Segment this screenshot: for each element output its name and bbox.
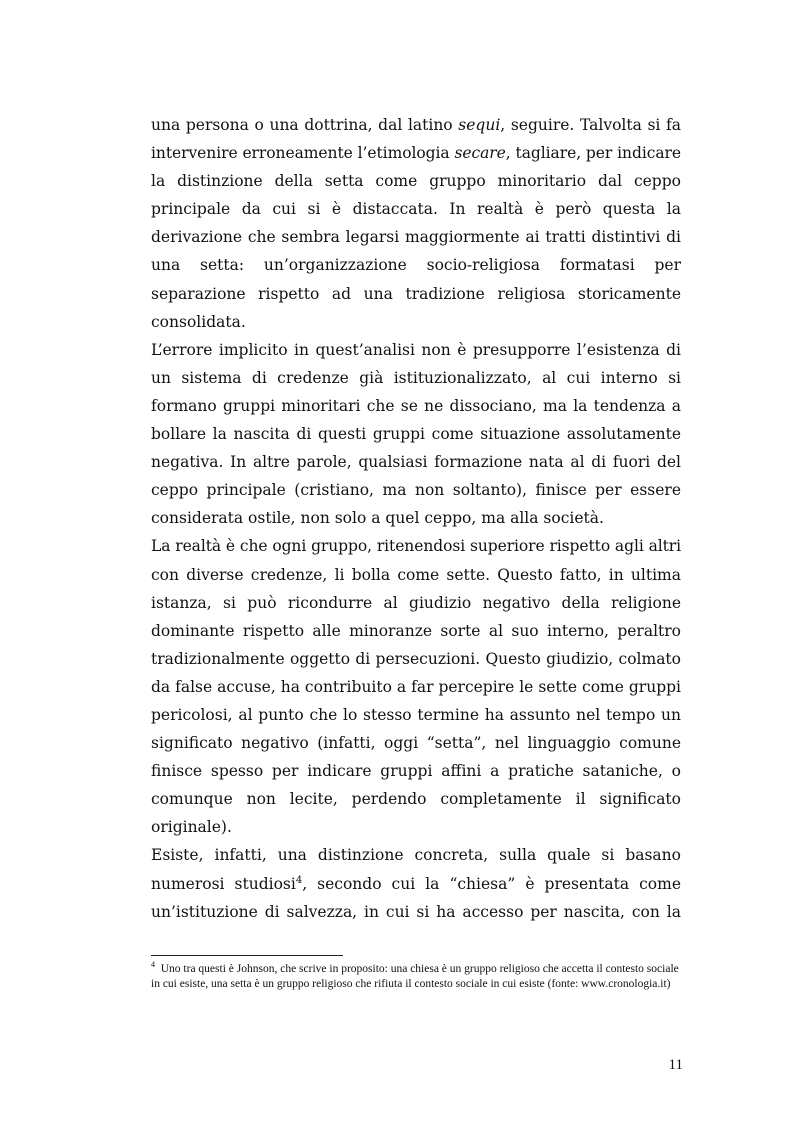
text-line: significato negativo (infatti, oggi “setta”, nel linguaggio comune [151, 734, 681, 753]
footnote-text: Uno tra questi è Johnson, che scrive in proposito: una chiesa è un gruppo religioso che accetta il contesto sociale in cui esiste, una setta è un gruppo religioso che rifiuta il contesto sociale in cui esiste (fonte: www.cronologia.it) [151, 963, 679, 990]
text-line: tradizionalmente oggetto di persecuzioni. Questo giudizio, colmato [151, 649, 681, 668]
footnote-marker: 4 [151, 960, 155, 970]
text-line: la distinzione della setta come gruppo minoritario dal ceppo [151, 172, 681, 191]
text-line: pericolosi, al punto che lo stesso termine ha assunto nel tempo un [151, 705, 681, 724]
paragraph [151, 841, 681, 925]
text-line: formano gruppi minoritari che se ne dissociano, ma la tendenza a [151, 396, 681, 415]
body-text [151, 111, 681, 926]
footnote-reference: 4 [295, 874, 303, 886]
text-line: da false accuse, ha contribuito a far percepire le sette come gruppi [151, 677, 681, 696]
text-line: con diverse credenze, li bolla come sette. Questo fatto, in ultima [151, 565, 681, 584]
text-line: derivazione che sembra legarsi maggiormente ai tratti distintivi di [151, 228, 681, 247]
text-line: L’errore implicito in quest’analisi non è presupporre l’esistenza di [151, 340, 681, 359]
page-number: 11 [668, 1057, 683, 1073]
text-line: un’istituzione di salvezza, in cui si ha accesso per nascita, con la [151, 902, 681, 921]
paragraph [151, 336, 681, 533]
text-line: principale da cui si è distaccata. In realtà è però questa la [151, 200, 681, 219]
text-line: finisce spesso per indicare gruppi affini a pratiche sataniche, o [151, 762, 681, 781]
paragraph [151, 532, 681, 841]
text-line: comunque non lecite, perdendo completamente il significato [151, 790, 681, 809]
text-line: una persona o una dottrina, dal latino sequi, seguire. Talvolta si fa [151, 116, 681, 134]
text-line: La realtà è che ogni gruppo, ritenendosi superiore rispetto agli altri [151, 537, 681, 556]
footnote-4 [151, 962, 683, 992]
text-line: considerata ostile, non solo a quel ceppo, ma alla società. [151, 509, 604, 528]
text-line: originale). [151, 818, 232, 837]
text-line: intervenire erroneamente l’etimologia secare, tagliare, per indicare [151, 144, 682, 163]
latin-term: secare [454, 144, 506, 163]
text-line: ceppo principale (cristiano, ma non soltanto), finisce per essere [151, 481, 681, 500]
latin-term: sequi [458, 116, 501, 134]
text-line: dominante rispetto alle minoranze sorte al suo interno, peraltro [151, 621, 681, 640]
text-line: negativa. In altre parole, qualsiasi formazione nata al di fuori del [151, 453, 681, 472]
text-line: Esiste, infatti, una distinzione concreta, sulla quale si basano [151, 846, 681, 865]
text-line: numerosi studiosi$^4$, secondo cui la “chiesa” è presentata come [151, 874, 681, 893]
text-line: un sistema di credenze già istituzionalizzato, al cui interno si [151, 368, 681, 387]
text-line: una setta: un’organizzazione socio-religiosa formatasi per [151, 256, 681, 275]
text-line: istanza, si può ricondurre al giudizio negativo della religione [151, 593, 681, 612]
footnote-separator [151, 955, 343, 956]
text-line: separazione rispetto ad una tradizione religiosa storicamente [151, 284, 681, 303]
text-line: bollare la nascita di questi gruppi come situazione assolutamente [151, 425, 681, 444]
paragraph [151, 111, 681, 336]
text-line: consolidata. [151, 312, 246, 331]
